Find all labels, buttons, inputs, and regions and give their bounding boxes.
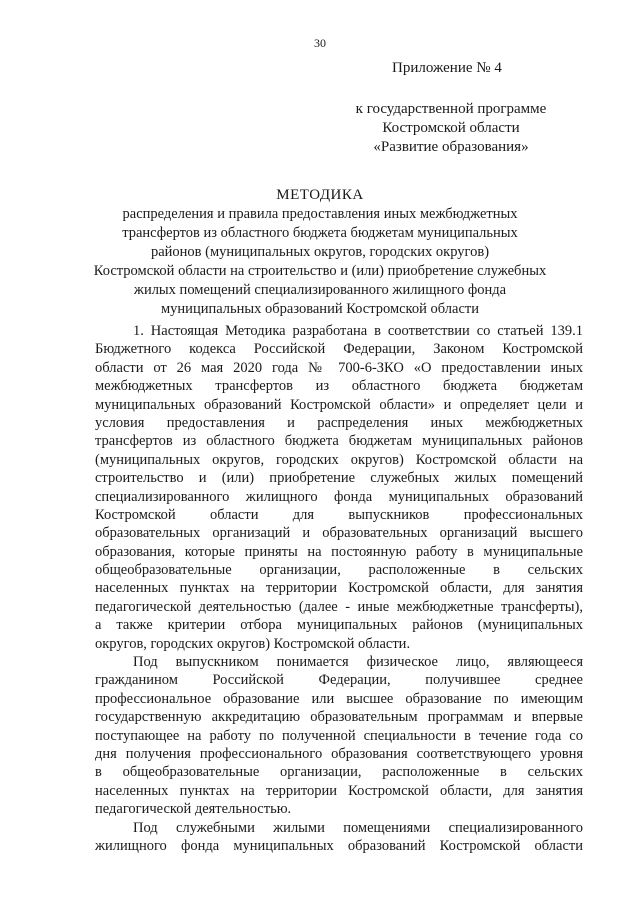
paragraph bbox=[95, 322, 583, 653]
subtitle-line: трансфертов из областного бюджета бюджетам муниципальных bbox=[122, 225, 518, 241]
paragraph-line: государственную аккредитацию образовательным программам и впервые bbox=[95, 709, 583, 726]
paragraph-line: строительство и (или) приобретение служебных жилых помещений bbox=[95, 470, 583, 487]
paragraph-line: специализированного жилищного фонда муниципальных образований bbox=[95, 488, 583, 505]
appendix-reference-line: к государственной программе bbox=[355, 101, 547, 117]
subtitle-line: распределения и правила предоставления иных межбюджетных bbox=[122, 206, 518, 222]
page-number: 30 bbox=[314, 36, 326, 50]
paragraph-line: профессиональное образование или высшее образование по имеющим bbox=[95, 690, 583, 707]
paragraph-line: условия предоставления и распределения иных межбюджетных bbox=[95, 414, 583, 431]
paragraph-line: Под служебными жилыми помещениями специализированного bbox=[133, 819, 583, 836]
paragraph-line: дня получения профессионального образования соответствующего уровня bbox=[95, 745, 583, 762]
paragraph-line: поступающее на работу по полученной специальности в течение года со bbox=[95, 727, 583, 744]
document-title: МЕТОДИКА bbox=[276, 187, 364, 203]
paragraph-line: населенных пунктах на территории Костромской области, для занятия bbox=[95, 782, 583, 799]
subtitle-line: районов (муниципальных округов, городских округов) bbox=[150, 244, 490, 260]
paragraph-line: области от 26 мая 2020 года № 700-6-ЗКО «О предоставлении иных bbox=[95, 359, 583, 376]
paragraph-line: гражданином Российской Федерации, получившее среднее bbox=[95, 672, 583, 689]
paragraph-line: образовательных организаций и образовательных организаций высшего bbox=[95, 525, 583, 542]
document-subtitle bbox=[60, 205, 580, 319]
paragraph-line: педагогической деятельностью. bbox=[95, 801, 292, 818]
paragraph-line: а также критерии отбора муниципальных районов (муниципальных bbox=[95, 617, 583, 634]
subtitle-line: муниципальных образований Костромской области bbox=[161, 301, 479, 317]
paragraph bbox=[95, 819, 583, 856]
paragraph-line: Костромской области для выпускников профессиональных bbox=[95, 506, 583, 523]
paragraph-line: Под выпускником понимается физическое лицо, являющееся bbox=[133, 654, 583, 671]
appendix-reference-line: «Развитие образования» bbox=[373, 139, 529, 155]
subtitle-line: жилых помещений специализированного жилищного фонда bbox=[133, 282, 507, 298]
appendix-reference-line: Костромской области bbox=[382, 120, 520, 136]
subtitle-line: Костромской области на строительство и (или) приобретение служебных bbox=[93, 263, 547, 279]
paragraph-line: межбюджетных трансфертов из областного бюджета бюджетам bbox=[95, 378, 583, 395]
paragraph-line: трансфертов из областного бюджета бюджетам муниципальных районов bbox=[95, 433, 583, 450]
paragraph-line: населенных пунктах на территории Костромской области, для занятия bbox=[95, 580, 583, 597]
paragraph-line: округов, городских округов) Костромской области. bbox=[95, 635, 411, 652]
paragraph-line: муниципальных образований Костромской области» и определяет цели и bbox=[95, 396, 583, 413]
paragraph bbox=[95, 653, 583, 819]
document-body bbox=[95, 322, 583, 855]
paragraph-line: Бюджетного кодекса Российской Федерации, Законом Костромской bbox=[95, 341, 583, 358]
paragraph-line: (муниципальных округов, городских округов) Костромской области на bbox=[95, 451, 583, 468]
appendix-title: Приложение № 4 bbox=[392, 60, 502, 76]
paragraph-line: в общеобразовательные организации, расположенные в сельских bbox=[95, 764, 583, 781]
paragraph-line: образования, которые приняты на постоянную работу в муниципальные bbox=[95, 543, 583, 560]
paragraph-line: жилищного фонда муниципальных образований Костромской области bbox=[95, 837, 583, 854]
paragraph-line: 1. Настоящая Методика разработана в соответствии со статьей 139.1 bbox=[133, 323, 583, 339]
paragraph-line: педагогической деятельностью (далее - иные межбюджетные трансферты), bbox=[95, 598, 583, 615]
paragraph-line: общеобразовательные организации, расположенные в сельских bbox=[95, 562, 583, 579]
appendix-reference bbox=[346, 100, 556, 157]
